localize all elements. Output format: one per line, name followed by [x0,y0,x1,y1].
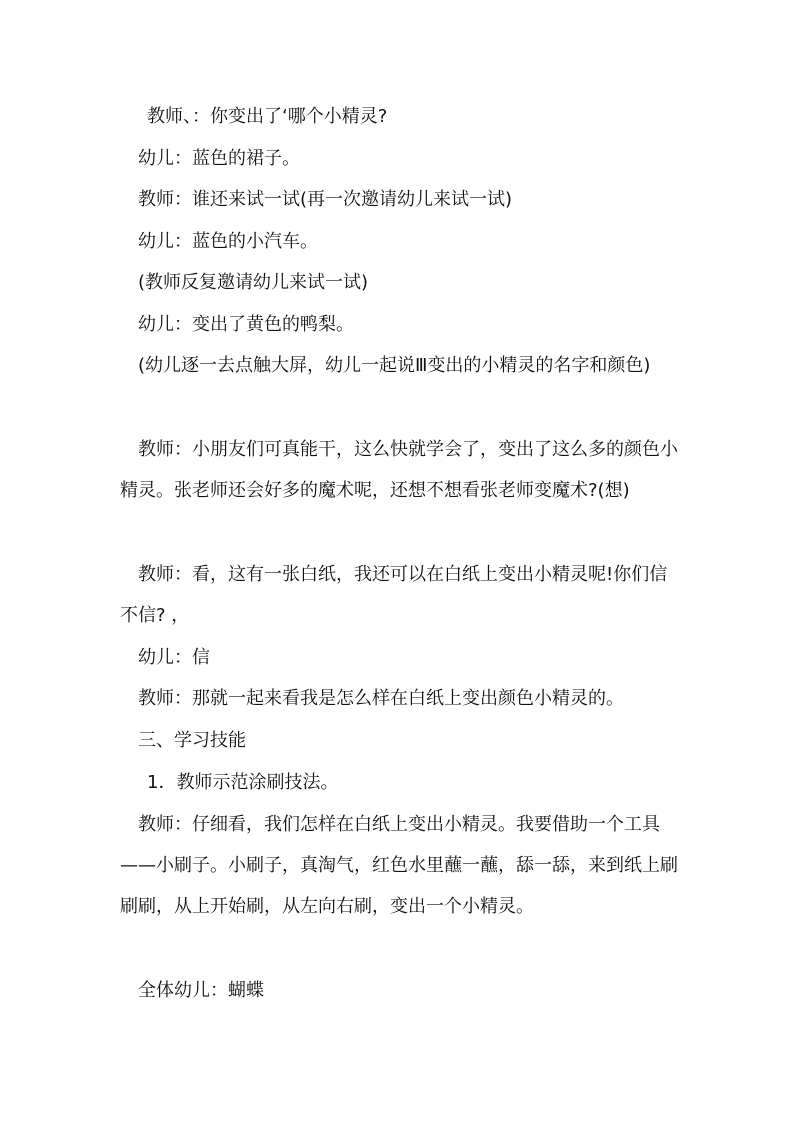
section-heading-learn-skills: 三、学习技能 [138,730,246,751]
paragraph-all-children-butterfly: 全体幼儿：蝴蝶 [138,980,264,1001]
paragraph-teacher-watch: 教师：那就一起来看我是怎么样在白纸上变出颜色小精灵的。 [138,688,624,709]
paragraph-child-blue-skirt: 幼儿：蓝色的裙子。 [138,148,300,169]
paragraph-teacher-question: 教师、：你变出了‘哪个小精灵? [147,106,388,127]
paragraph-child-blue-car: 幼儿：蓝色的小汽车。 [138,231,318,252]
paragraph-child-yellow-pear: 幼儿：变出了黄色的鸭梨。 [138,314,354,335]
paragraph-children-touch-screen: (幼儿逐一去点触大屏，幼儿一起说Ⅲ变出的小精灵的名字和颜色) [138,355,651,376]
paragraph-teacher-praise: 教师：小朋友们可真能干，这么快就学会了，变出了这么多的颜色小精灵。张老师还会好多的魔术呢，还想不想看张老师变魔术?(想) [120,439,678,501]
paragraph-teacher-invite: 教师：谁还来试一试(再一次邀请幼儿来试一试) [138,189,513,210]
paragraph-teacher-brush-demo: 教师：仔细看，我们怎样在白纸上变出小精灵。我要借助一个工具——小刷子。小刷子，真淘气，红色水里蘸一蘸，舔一舔，来到纸上刷刷刷，从上开始刷，从左向右刷，变出一个小精灵。 [120,814,678,917]
paragraph-teacher-white-paper: 教师：看，这有一张白纸，我还可以在白纸上变出小精灵呢!你们信不信? ， [120,564,668,626]
paragraph-child-believe: 幼儿：信 [138,647,210,668]
paragraph-teacher-repeat-invite: (教师反复邀请幼儿来试一试) [138,272,369,293]
subheading-brush-demo: 1．教师示范涂刷技法。 [147,772,339,793]
